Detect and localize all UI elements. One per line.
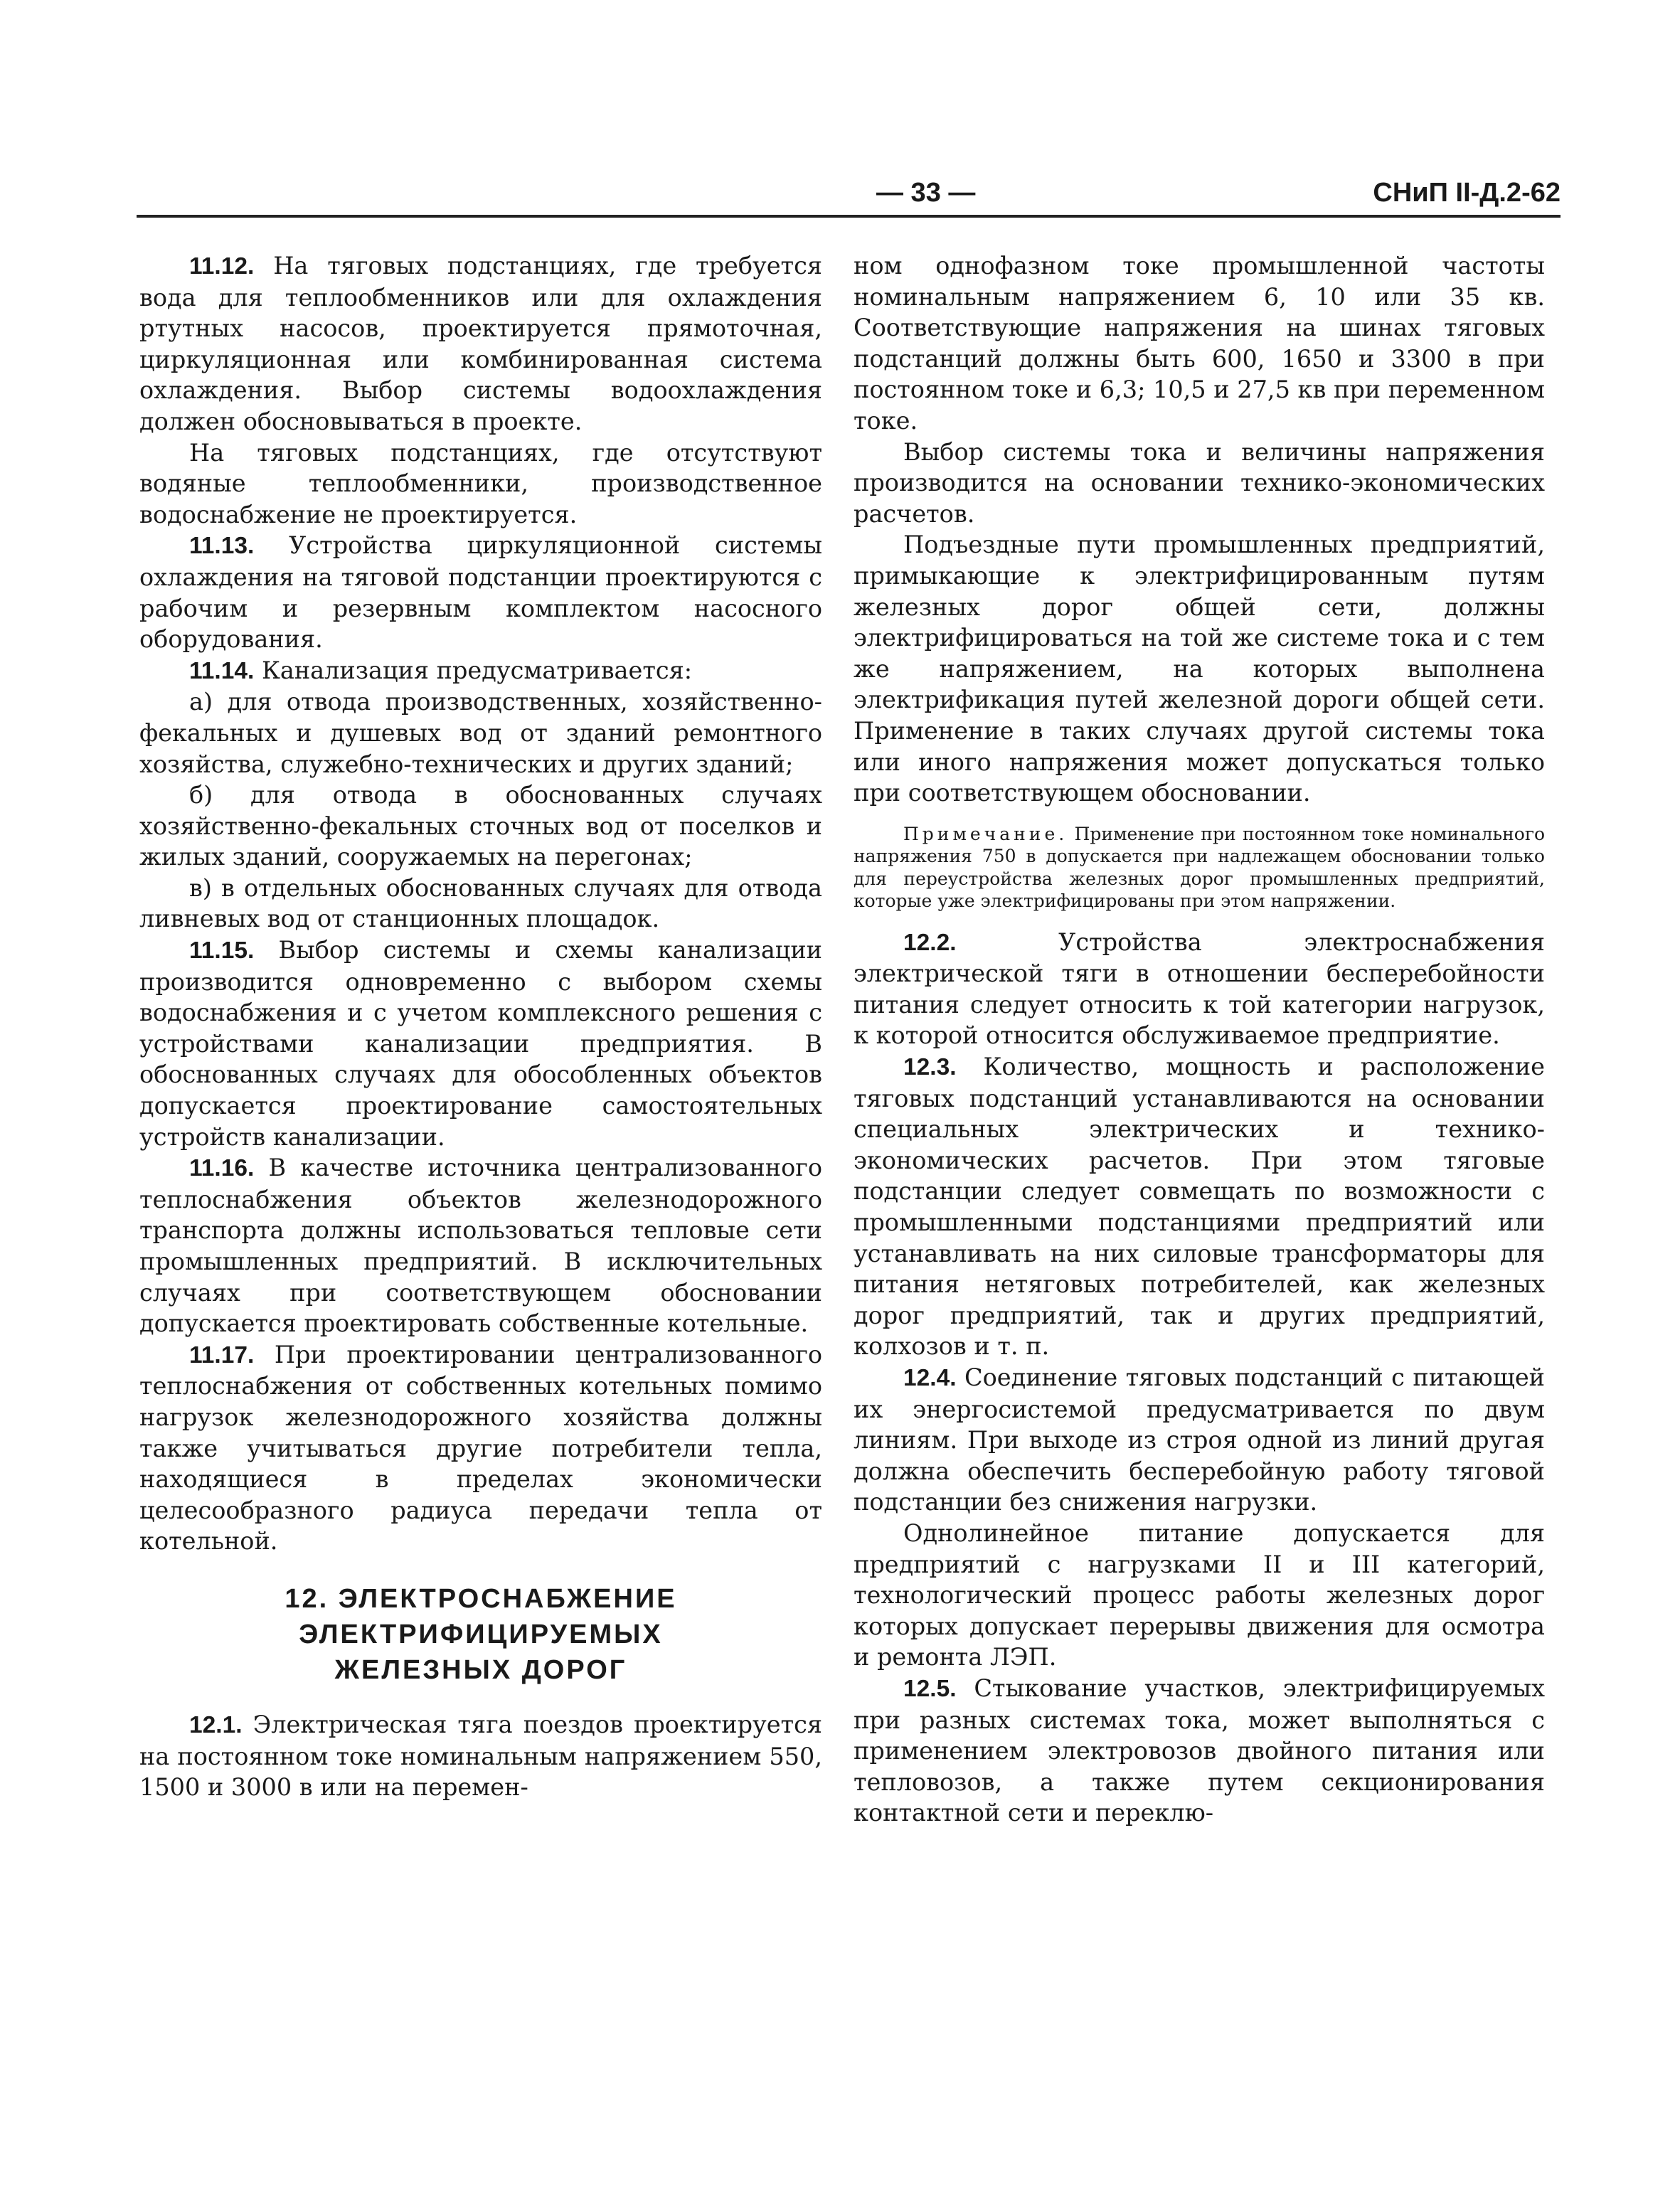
paragraph-12-3 (854, 1051, 1545, 1362)
clause-number: 11.16. (189, 1155, 255, 1182)
note-text: Применение при постоянном токе номинального напряжения 750 в допускается при надлежащем обосновании только для переустройства железных дорог промышленных предприятий, которые уже электрифицированы при этом напряжении. (854, 823, 1545, 912)
paragraph-11-16 (139, 1152, 822, 1339)
paragraph-12-1 (139, 1709, 822, 1803)
clause-number: 11.14. (189, 657, 255, 684)
paragraph-text: Соединение тяговых подстанций с питающей их энергосистемой предусматривается по двум линиям. При выходе из строя одной из линий другая должна обеспечить бесперебойную работу тяговой подстанции без снижения нагрузки. (854, 1363, 1545, 1516)
right-column (854, 250, 1545, 1829)
clause-number: 11.17. (189, 1341, 255, 1368)
paragraph-12-1-c: Подъездные пути промышленных предприятий, примыкающие к электрифицированным путям железных дорог общей сети, должны электрифицироваться на той же системе тока и с тем же напряжением, на которых выполнена электрификация путей железной дороги общей сети. Применение в таких случаях другой системы тока или иного напряжения может допускаться только при соответствующем обосновании. (854, 531, 1545, 807)
section-title-line: ЖЕЛЕЗНЫХ ДОРОГ (334, 1654, 627, 1685)
paragraph-12-2 (854, 927, 1545, 1051)
clause-number: 12.2. (903, 929, 957, 956)
paragraph-text: Устройства электроснабжения электрической тяги в отношении бесперебойности питания следует относить к той категории нагрузок, к которой относится обслуживаемое предприятие. (854, 927, 1546, 1050)
clause-number: 11.13. (189, 533, 255, 560)
clause-number: 12.1. (189, 1711, 243, 1738)
paragraph-11-13 (139, 530, 822, 654)
paragraph-12-4 (854, 1362, 1545, 1518)
paragraph-12-5 (854, 1673, 1545, 1829)
clause-number: 12.3. (903, 1054, 957, 1081)
paragraph-text: В качестве источника централизованного теплоснабжения объектов железнодорожного транспорта должны использоваться тепловые сети промышленных предприятий. В исключительных случаях при соответствующем обосновании допускается проектировать собственные котельные. (139, 1154, 822, 1338)
section-title-line: 12. ЭЛЕКТРОСНАБЖЕНИЕ (285, 1583, 677, 1614)
clause-number: 11.12. (189, 253, 255, 280)
paragraph-text: Устройства циркуляционной системы охлаждения на тяговой подстанции проектируются с рабочим и резервным комплектом насосного оборудования. (139, 531, 822, 654)
paragraph-text: При проектировании централизованного теплоснабжения от собственных котельных помимо нагрузок железнодорожного хозяйства должны также учитываться другие потребители тепла, находящиеся в пределах экономически целесообразного радиуса передачи тепла от котельной. (139, 1340, 822, 1556)
section-12-title (139, 1581, 822, 1688)
clause-number: 11.15. (189, 937, 255, 964)
list-item-c: в) в отдельных обоснованных случаях для отвода ливневых вод от станционных площадок. (139, 873, 822, 933)
document-code: СНиП II-Д.2-62 (1373, 178, 1561, 208)
note (854, 823, 1545, 913)
paragraph-text: Электрическая тяга поездов проектируется на постоянном токе номинальным напряжением 550, 1500 и 3000 в или на перемен- (139, 1710, 822, 1802)
page-number: — 33 — (876, 178, 976, 208)
section-title-line: ЭЛЕКТРИФИЦИРУЕМЫХ (299, 1619, 663, 1649)
paragraph-11-12 (139, 250, 822, 437)
left-column (139, 250, 822, 1803)
paragraph-12-1-continued: ном однофазном токе промышленной частоты номинальным напряжением 6, 10 или 35 кв. Соответствующие напряжения на шинах тяговых подстанций должны быть 600, 1650 и 3300 в при постоянном токе и 6,3; 10,5 и 27,5 кв при переменном токе. (854, 252, 1545, 435)
clause-number: 12.5. (903, 1675, 957, 1702)
paragraph-11-12-b: На тяговых подстанциях, где отсутствуют водяные теплообменники, производственное водоснабжение не проектируется. (139, 438, 822, 528)
paragraph-text: Количество, мощность и расположение тяговых подстанций устанавливаются на основании специальных электрических и технико-экономических расчетов. При этом тяговые подстанции следует совмещать по возможности с промышленными подстанциями предприятий или устанавливать на них силовые трансформаторы для питания нетяговых потребителей, как железных дорог предприятий, так и других предприятий, колхозов и т. п. (854, 1053, 1545, 1361)
paragraph-text: На тяговых подстанциях, где требуется вода для теплообменников или для охлаждения ртутных насосов, проектируется прямоточная, циркуляционная или комбинированная система охлаждения. Выбор системы водоохлаждения должен обосновываться в проекте. (139, 252, 822, 435)
paragraph-text: Выбор системы и схемы канализации производится одновременно с выбором схемы водоснабжения и с учетом комплексного решения с устройствами канализации предприятия. В обоснованных случаях для обособленных объектов допускается проектирование самостоятельных устройств канализации. (139, 936, 822, 1151)
page-header (137, 175, 1561, 218)
paragraph-12-4-b: Однолинейное питание допускается для предприятий с нагрузками II и III категорий, технологический процесс работы железных дорог которых допускает перерывы движения для осмотра и ремонта ЛЭП. (854, 1519, 1545, 1671)
paragraph-11-17 (139, 1339, 822, 1557)
paragraph-11-14 (139, 655, 822, 687)
list-item-a: а) для отвода производственных, хозяйственно-фекальных и душевых вод от зданий ремонтного хозяйства, служебно-технических и других зданий; (139, 688, 822, 778)
note-label: Примечание. (903, 823, 1068, 844)
paragraph-text: Канализация предусматривается: (261, 656, 693, 684)
list-item-b: б) для отвода в обоснованных случаях хозяйственно-фекальных сточных вод от поселков и жилых зданий, сооружаемых на перегонах; (139, 781, 822, 871)
paragraph-text: Стыкование участков, электрифицируемых при разных системах тока, может выполняться с применением электровозов двойного питания или тепловозов, а также путем секционирования контактной сети и переклю- (854, 1674, 1545, 1827)
clause-number: 12.4. (903, 1365, 957, 1391)
paragraph-12-1-b: Выбор системы тока и величины напряжения производится на основании технико-экономических расчетов. (854, 437, 1545, 528)
paragraph-11-15 (139, 935, 822, 1152)
